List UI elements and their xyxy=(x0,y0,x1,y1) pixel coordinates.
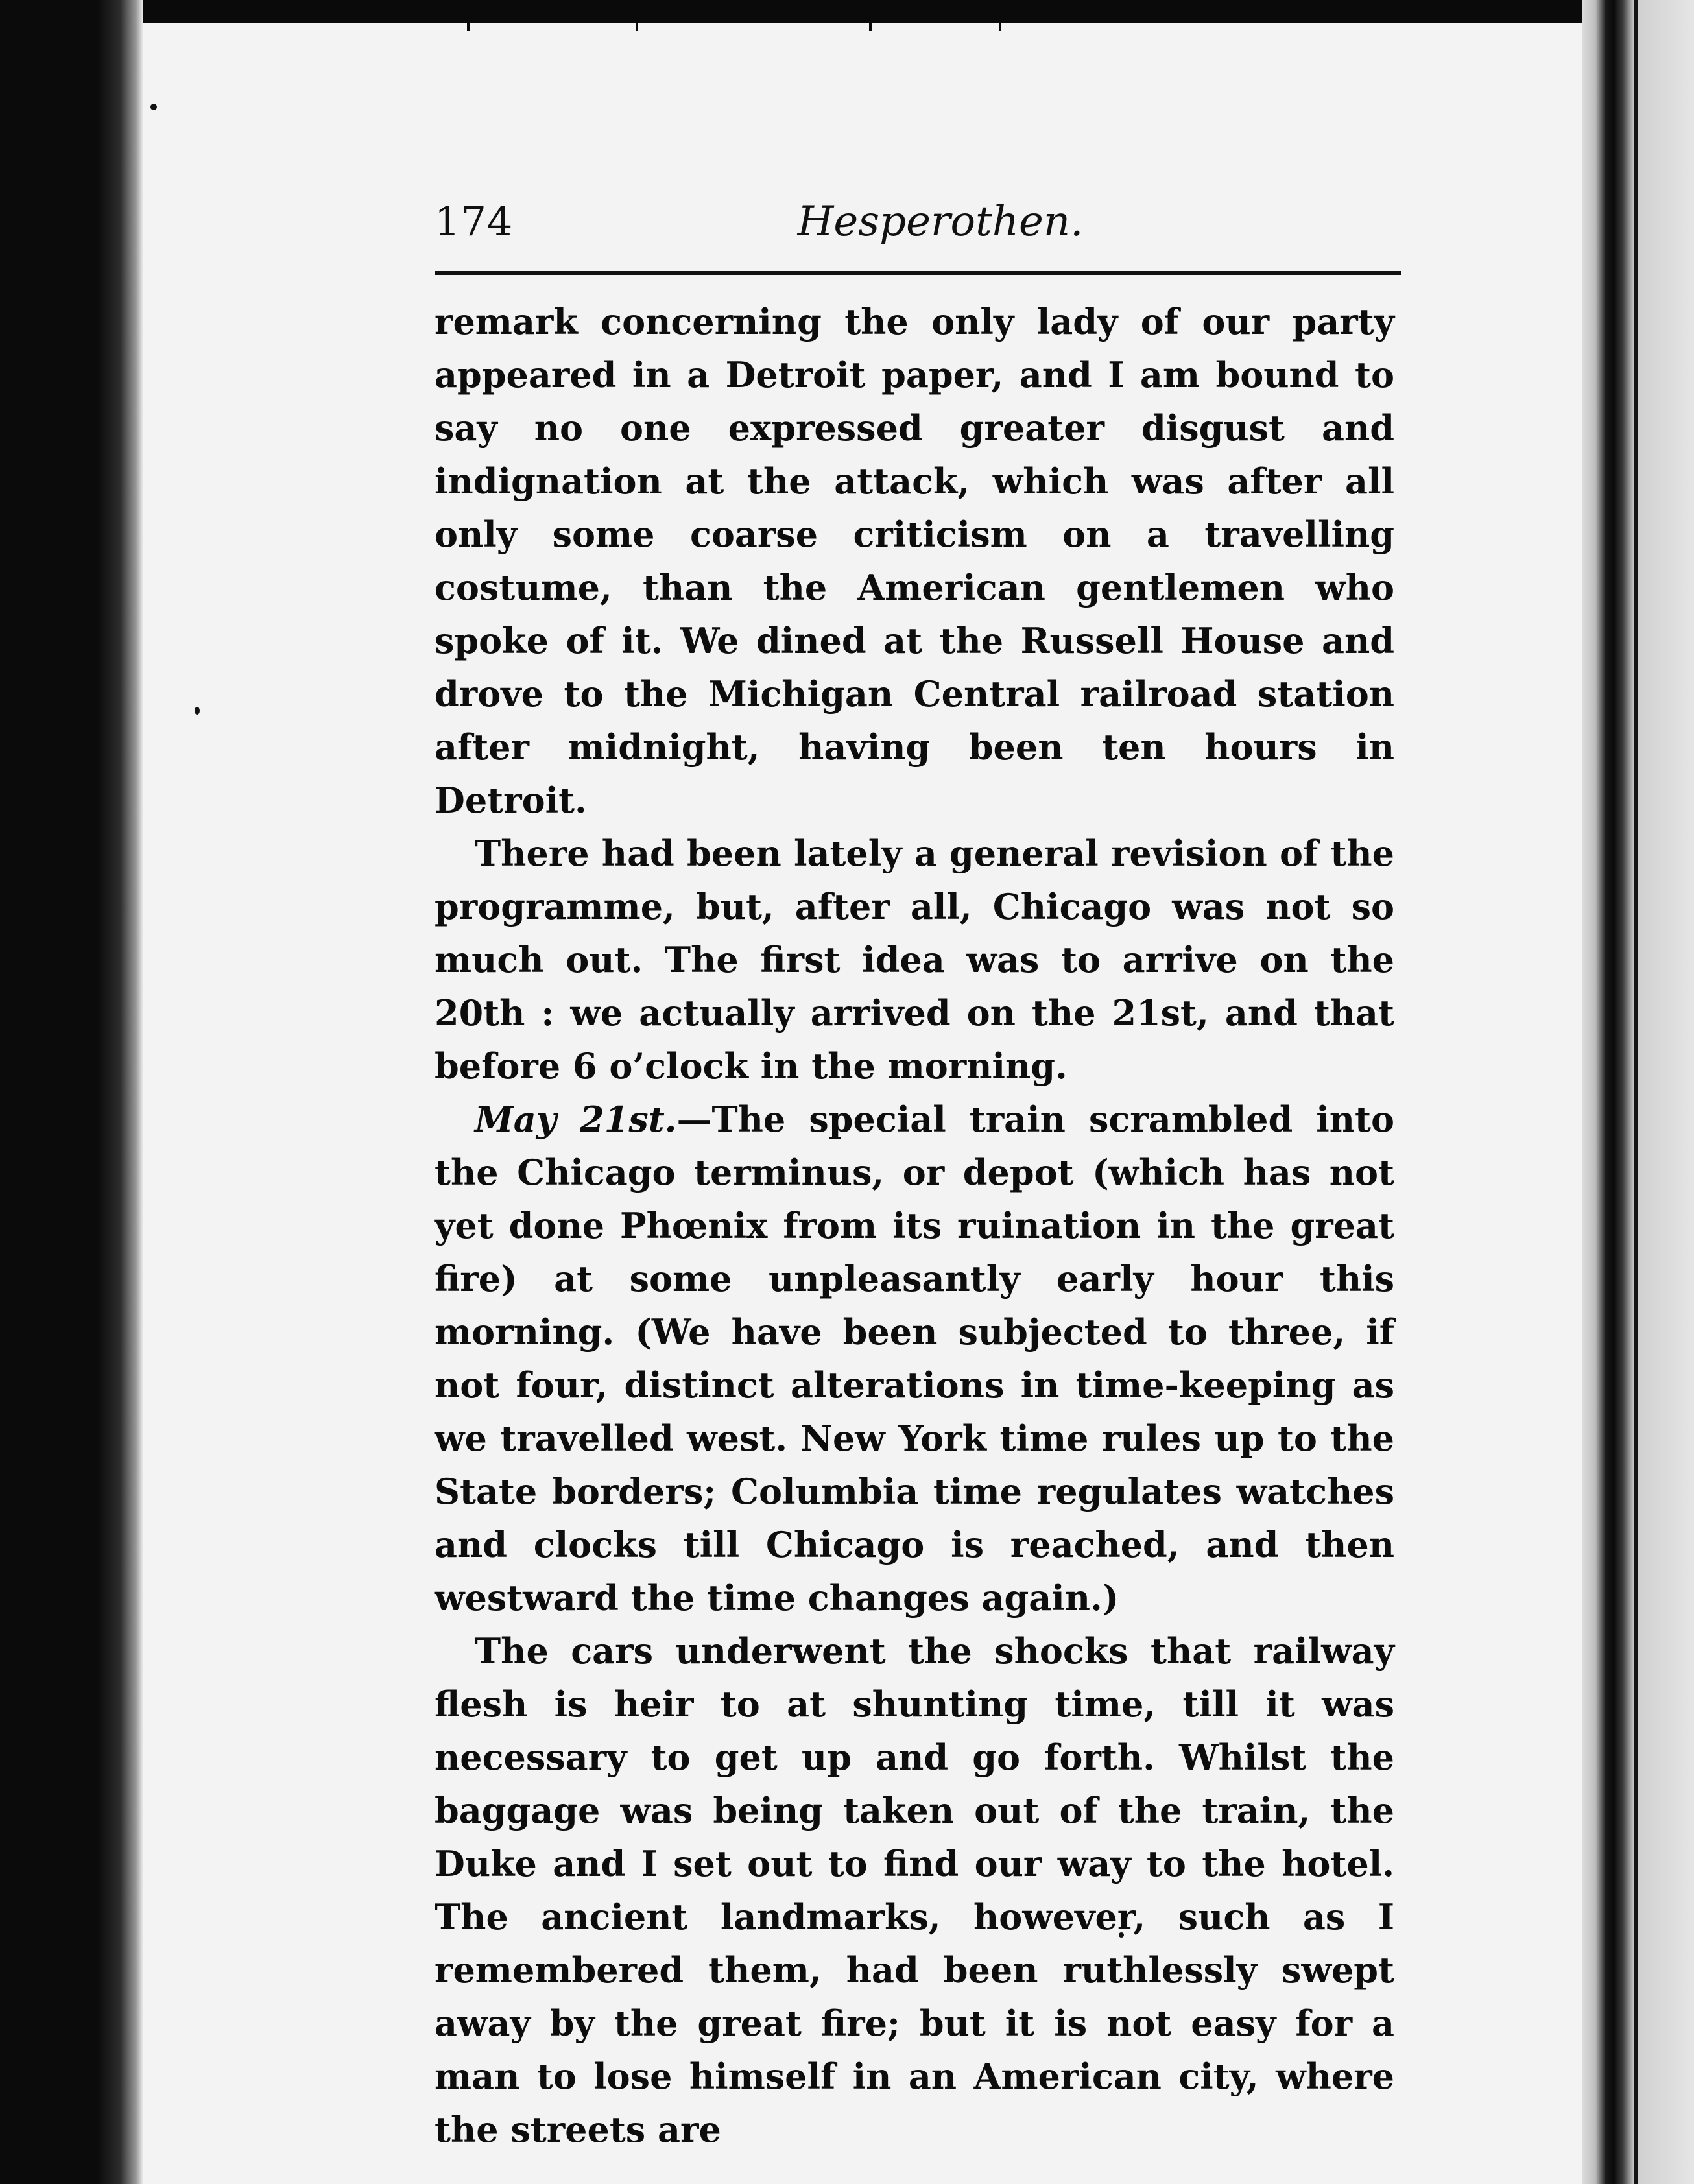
scan-border-tick xyxy=(636,0,638,31)
header-rule xyxy=(435,271,1401,275)
body-text xyxy=(435,295,1394,2156)
paragraph-3 xyxy=(435,1093,1394,1624)
paragraph-2: There had been lately a general revision of the programme, but, after all, Chicago was not so much out. The first idea was to arrive on the 20th : we actually arrived on the 21st, and that before 6 o’clock in the morning. xyxy=(435,833,1394,1087)
scan-left-edge xyxy=(0,0,143,2184)
scan-top-border xyxy=(0,0,1694,23)
paragraph-3-text: —The special train scrambled into the Chicago terminus, or depot (which has not yet done Phœnix from its ruination in the great fire) at some unpleasantly early hour this morning. (We have been subjected to three, if not four, distinct alterations in time-keeping as we travelled west. New York time rules up to the State borders; Columbia time regulates watches and clocks till Chicago is reached, and then westward the time changes again.) xyxy=(435,1098,1394,1619)
scan-speck xyxy=(150,104,157,110)
paragraph-4: The cars underwent the shocks that railway flesh is heir to at shunting time, till it was necessary to get up and go forth. Whilst the baggage was being taken out of the train, the Duke and I set out to find our way to the hotel. The ancient landmarks, however, such as I remembered them, had been ruthlessly swept away by the great fire; but it is not easy for a man to lose himself in an American city, where the streets are xyxy=(435,1630,1394,2150)
scan-right-binding-edge xyxy=(1582,0,1694,2184)
scan-speck xyxy=(195,707,200,715)
scan-border-tick xyxy=(869,0,872,31)
page-number: 174 xyxy=(435,198,514,245)
paragraph-1: remark concerning the only lady of our party appeared in a Detroit paper, and I am bound to say no one expressed greater disgust and indignation at the attack, which was after all only some coarse criticism on a travelling costume, than the American gentlemen who spoke of it. We dined at the Russell House and drove to the Michigan Central railroad station after midnight, having been ten hours in Detroit. xyxy=(435,301,1394,821)
scan-right-edge-line xyxy=(1634,0,1638,2184)
entry-date: May 21st. xyxy=(475,1098,677,1140)
scan-border-tick xyxy=(999,0,1001,31)
scan-border-tick xyxy=(467,0,470,31)
running-head: Hesperothen. xyxy=(797,198,1084,246)
